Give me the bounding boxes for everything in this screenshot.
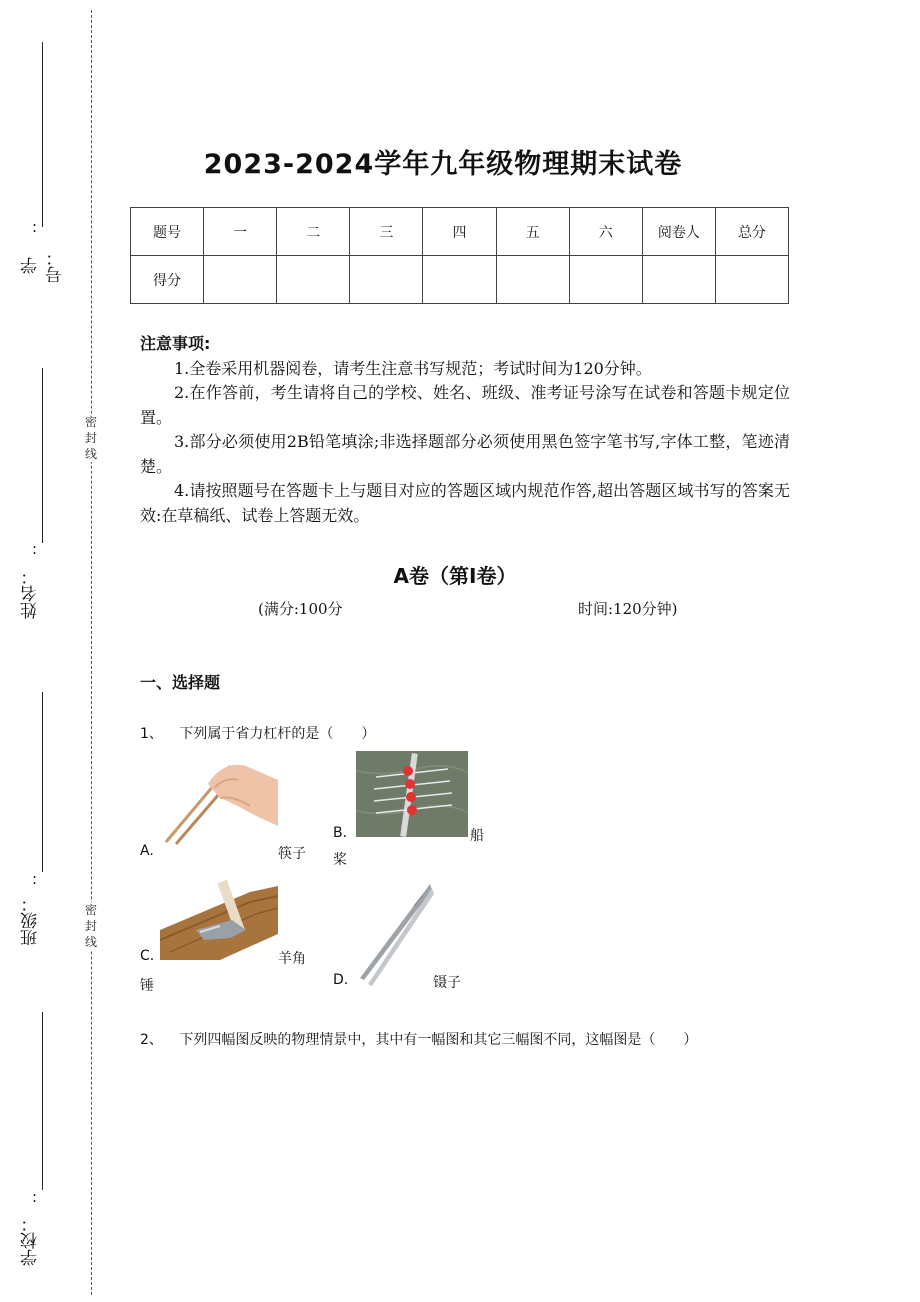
notice-item: 4.请按照题号在答题卡上与题目对应的答题区域内规范作答,超出答题区域书写的答案无效:在草稿纸、试卷上答题无效。	[140, 481, 790, 525]
question-1	[140, 723, 375, 743]
option-c-label-part2: 锤	[140, 978, 154, 994]
score-entry-cell[interactable]	[642, 256, 715, 304]
question-text: 下列四幅图反映的物理情景中，其中有一幅图和其它三幅图不同，这幅图是（ ）	[179, 1032, 698, 1048]
student-id-label: 学号：	[21, 249, 66, 283]
colon: :	[32, 870, 38, 888]
score-entry-cell[interactable]	[277, 256, 350, 304]
table-cell: 五	[496, 208, 569, 256]
student-id-fill-line	[42, 42, 43, 227]
option-a-letter: A.	[140, 843, 154, 859]
option-b-letter: B.	[333, 825, 348, 841]
option-b-label-part2: 桨	[333, 852, 347, 868]
notice-item: 3.部分必须使用2B铅笔填涂;非选择题部分必须使用黑色签字笔书写,字体工整，笔迹清楚。	[140, 432, 790, 476]
rowing-boat-image	[356, 751, 468, 837]
score-entry-cell[interactable]	[204, 256, 277, 304]
score-table	[130, 207, 789, 304]
table-cell: 二	[277, 208, 350, 256]
school-fill-line	[42, 1012, 43, 1190]
question-number: 2、	[140, 1032, 163, 1048]
table-cell: 题号	[131, 208, 204, 256]
table-cell: 总分	[715, 208, 788, 256]
score-entry-cell[interactable]	[715, 256, 788, 304]
class-fill-line	[42, 692, 43, 872]
colon: :	[32, 540, 38, 558]
option-c-letter: C.	[140, 948, 155, 964]
table-cell: 一	[204, 208, 277, 256]
table-cell: 三	[350, 208, 423, 256]
option-c-label-part1: 羊角	[278, 951, 306, 967]
chopsticks-image	[160, 756, 278, 848]
colon: :	[32, 1188, 38, 1206]
notice-heading: 注意事项:	[140, 334, 211, 353]
score-entry-cell[interactable]	[496, 256, 569, 304]
score-table-score-row	[131, 256, 789, 304]
table-cell: 六	[569, 208, 642, 256]
notice-item: 1.全卷采用机器阅卷，请考生注意书写规范；考试时间为120分钟。	[174, 358, 652, 378]
notice-section	[140, 332, 790, 528]
option-d-letter: D.	[333, 972, 349, 988]
question-text: 下列属于省力杠杆的是（ ）	[179, 726, 376, 742]
table-cell: 得分	[131, 256, 204, 304]
tweezers-image	[352, 880, 436, 988]
exam-title: 2023-2024学年九年级物理期末试卷	[203, 149, 683, 180]
name-fill-line	[42, 368, 43, 543]
class-label: 班级：	[21, 895, 41, 947]
name-label: 姓名：	[21, 568, 41, 620]
section-title: A卷（第Ⅰ卷）	[393, 564, 517, 588]
table-cell: 阅卷人	[642, 208, 715, 256]
option-d-label: 镊子	[433, 975, 461, 991]
table-cell: 四	[423, 208, 496, 256]
score-table-header-row	[131, 208, 789, 256]
score-entry-cell[interactable]	[423, 256, 496, 304]
school-label: 学校：	[21, 1215, 41, 1267]
question-2	[140, 1029, 697, 1049]
seal-text-upper: 密封线	[82, 414, 100, 462]
seal-text-lower: 密封线	[82, 902, 100, 950]
score-entry-cell[interactable]	[350, 256, 423, 304]
exam-time: 时间:120分钟)	[578, 600, 678, 618]
full-score: (满分:100分	[258, 600, 343, 618]
seal-dashed-line	[91, 10, 92, 1295]
option-a-label: 筷子	[278, 846, 306, 862]
colon: :	[32, 218, 38, 236]
notice-item: 2.在作答前，考生请将自己的学校、姓名、班级、准考证号涂写在试卷和答题卡规定位置。	[140, 383, 790, 427]
part-heading: 一、选择题	[140, 673, 221, 692]
score-entry-cell[interactable]	[569, 256, 642, 304]
claw-hammer-image	[160, 880, 278, 960]
option-b-label-part1: 船	[470, 828, 484, 844]
question-number: 1、	[140, 726, 163, 742]
